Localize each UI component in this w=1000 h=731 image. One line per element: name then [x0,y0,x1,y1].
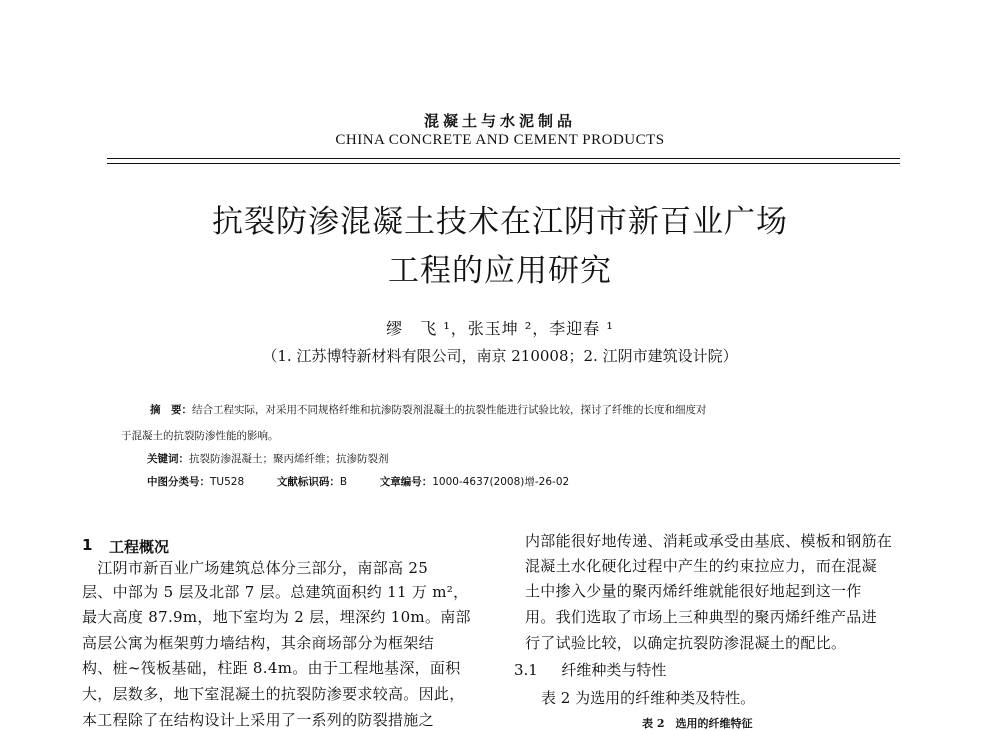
article-title-line1: 抗裂防渗混凝土技术在江阴市新百业广场 [212,204,788,240]
left-col-line: 层、中部为 5 层及北部 7 层。总建筑面积约 11 万 m²， [82,583,469,601]
right-col-line: 内部能很好地传递、消耗或承受由基底、模板和钢筋在 [525,532,893,550]
left-col-line: 高层公寓为框架剪力墙结构，其余商场部分为框架结 [82,634,434,652]
subsection-heading [514,659,666,680]
article-no-label: 文章编号： [379,476,433,488]
clc-value: TU528 [210,476,245,488]
table-caption: 表 2 选用的纤维特征 [642,717,753,730]
left-col-line: 最大高度 87.9m，地下室均为 2 层，埋深约 10m。南部 [82,608,471,626]
classification-line [147,474,569,489]
keywords-text: 抗裂防渗混凝土；聚丙烯纤维；抗渗防裂剂 [189,453,389,465]
subsection-number: 3.1 [514,661,538,679]
article-title-line2: 工程的应用研究 [388,253,612,289]
affiliation: （1. 江苏博特新材料有限公司，南京 210008；2. 江阴市建筑设计院） [262,347,738,365]
left-col-line: 大，层数多，地下室混凝土的抗裂防渗要求较高。因此， [82,685,465,703]
subsection-title: 纤维种类与特性 [561,661,667,679]
header-rule-top [107,158,900,159]
journal-name-cn: 混凝土与水泥制品 [423,112,576,130]
table-reference-text: 表 2 为选用的纤维种类及特性。 [541,689,756,707]
right-col-line: 用。我们选取了市场上三种典型的聚丙烯纤维产品进 [525,608,877,626]
keywords-line [147,451,389,466]
right-col-line: 混凝土水化硬化过程中产生的约束拉应力，而在混凝 [525,557,877,575]
abstract-text-1: 结合工程实际，对采用不同规格纤维和抗渗防裂剂混凝土的抗裂性能进行试验比较，探讨了纤维的长度和细度对 [192,404,707,416]
section1-number: 1 [82,536,93,554]
left-col-line: 江阴市新百业广场建筑总体分三部分，南部高 25 [82,559,429,577]
abstract-line1 [150,402,707,417]
doc-code-value: B [339,476,348,488]
journal-name-en: CHINA CONCRETE AND CEMENT PRODUCTS [335,132,665,148]
right-col-line: 土中掺入少量的聚丙烯纤维就能很好地起到这一作 [525,582,862,600]
abstract-line2: 于混凝土的抗裂防渗性能的影响。 [121,430,279,442]
header-rule-bottom [107,163,900,164]
left-col-line: 构、桩~筏板基础，柱距 8.4m。由于工程地基深，面积 [82,659,461,677]
authors: 缪 飞 ¹，张玉坤 ²，李迎春 ¹ [386,319,614,338]
keywords-label: 关键词： [147,453,189,465]
left-col-line: 本工程除了在结构设计上采用了一系列的防裂措施之 [82,711,434,729]
section1-heading: 工程概况 [109,538,170,556]
doc-code-label: 文献标识码： [276,476,340,488]
right-col-line: 行了试验比较，以确定抗裂防渗混凝土的配比。 [525,634,847,652]
article-no-value: 1000-4637(2008)增-26-02 [432,476,570,488]
clc-label: 中图分类号： [147,476,210,488]
abstract-label: 摘 要： [150,404,192,416]
